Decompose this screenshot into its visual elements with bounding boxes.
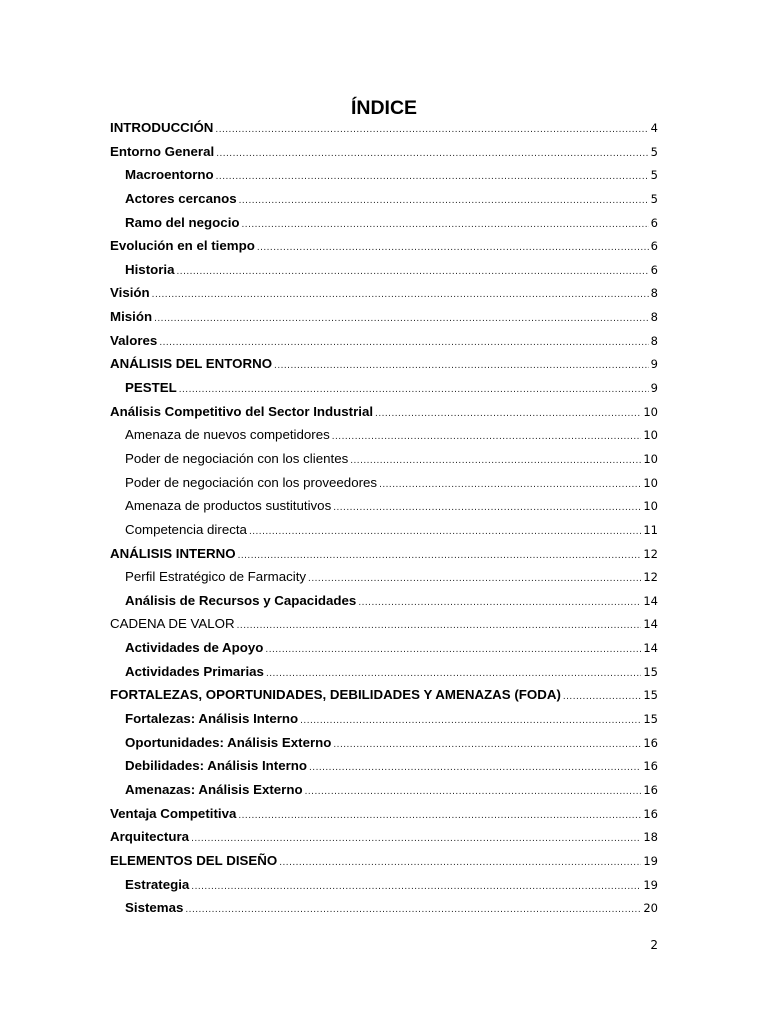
toc-entry-label: Actores cercanos bbox=[125, 190, 237, 206]
toc-entry-page: 19 bbox=[643, 877, 658, 892]
toc-entry[interactable] bbox=[110, 806, 658, 830]
toc-entry-page: 16 bbox=[643, 759, 658, 774]
toc-entry-label: Evolución en el tiempo bbox=[110, 238, 255, 254]
toc-entry-page: 8 bbox=[650, 310, 658, 325]
toc-entry[interactable] bbox=[110, 309, 658, 333]
page-title: ÍNDICE bbox=[350, 97, 418, 119]
toc-entry[interactable] bbox=[110, 593, 658, 617]
toc-entry-label: FORTALEZAS, OPORTUNIDADES, DEBILIDADES Y AMENAZAS (FODA) bbox=[110, 687, 561, 703]
dot-leader bbox=[185, 904, 641, 915]
toc-entry-page: 8 bbox=[650, 286, 658, 301]
dot-leader bbox=[257, 242, 649, 253]
toc-entry[interactable] bbox=[110, 498, 658, 522]
toc-entry[interactable] bbox=[110, 664, 658, 688]
toc-entry-label: Fortalezas: Análisis Interno bbox=[125, 711, 299, 727]
toc-entry-page: 10 bbox=[643, 428, 658, 443]
toc-entry-label: ELEMENTOS DEL DISEÑO bbox=[110, 852, 278, 868]
dot-leader bbox=[308, 573, 641, 584]
toc-entry-page: 11 bbox=[643, 522, 658, 537]
toc-entry-page: 12 bbox=[643, 570, 658, 585]
toc-entry[interactable] bbox=[110, 522, 658, 546]
toc-entry-label: Valores bbox=[110, 332, 158, 348]
toc-entry-page: 5 bbox=[650, 168, 658, 183]
toc-entry[interactable] bbox=[110, 191, 658, 215]
toc-entry[interactable] bbox=[110, 758, 658, 782]
toc-entry-page: 9 bbox=[650, 357, 658, 372]
toc-entry[interactable] bbox=[110, 616, 658, 640]
dot-leader bbox=[152, 289, 649, 300]
toc-entry[interactable] bbox=[110, 711, 658, 735]
toc-entry-label: CADENA DE VALOR bbox=[110, 616, 235, 632]
toc-entry[interactable] bbox=[110, 380, 658, 404]
dot-leader bbox=[266, 668, 641, 679]
toc-entry-page: 15 bbox=[643, 712, 658, 727]
dot-leader bbox=[191, 881, 641, 892]
toc-entry[interactable] bbox=[110, 546, 658, 570]
toc-entry-page: 19 bbox=[643, 853, 658, 868]
dot-leader bbox=[215, 124, 648, 135]
toc-entry-page: 16 bbox=[643, 735, 658, 750]
toc-entry-label: Arquitectura bbox=[110, 829, 190, 845]
toc-entry-label: INTRODUCCIÓN bbox=[110, 120, 214, 135]
toc-entry-label: Visión bbox=[110, 285, 150, 301]
dot-leader bbox=[237, 620, 642, 631]
toc-entry[interactable] bbox=[110, 404, 658, 428]
toc-entry-label: ANÁLISIS DEL ENTORNO bbox=[110, 356, 273, 372]
dot-leader bbox=[379, 479, 641, 490]
toc-entry-label: Macroentorno bbox=[125, 167, 214, 183]
dot-leader bbox=[563, 691, 641, 702]
toc-entry-page: 6 bbox=[650, 215, 658, 230]
toc-entry-page: 5 bbox=[650, 191, 658, 206]
toc-entry-page: 20 bbox=[643, 901, 658, 916]
toc-entry-page: 15 bbox=[643, 688, 658, 703]
toc-entry-page: 15 bbox=[643, 664, 658, 679]
toc-entry[interactable] bbox=[110, 427, 658, 451]
toc-entry[interactable] bbox=[110, 215, 658, 239]
toc-entry-page: 10 bbox=[643, 499, 658, 514]
toc-entry[interactable] bbox=[110, 735, 658, 759]
dot-leader bbox=[191, 833, 641, 844]
dot-leader bbox=[216, 148, 648, 159]
toc-entry-label: Debilidades: Análisis Interno bbox=[125, 758, 308, 774]
toc-entry-label: ANÁLISIS INTERNO bbox=[110, 545, 236, 561]
toc-entry-page: 18 bbox=[643, 830, 658, 845]
toc-entry-label: Amenaza de nuevos competidores bbox=[125, 427, 330, 443]
toc-entry-page: 5 bbox=[650, 144, 658, 159]
toc-entry-page: 6 bbox=[650, 262, 658, 277]
toc-entry-label: Competencia directa bbox=[125, 521, 247, 537]
dot-leader bbox=[238, 810, 641, 821]
toc-entry-page: 10 bbox=[643, 451, 658, 466]
toc-entry[interactable] bbox=[110, 782, 658, 806]
dot-leader bbox=[249, 526, 641, 537]
dot-leader bbox=[239, 195, 649, 206]
table-of-contents bbox=[110, 120, 658, 924]
dot-leader bbox=[350, 455, 641, 466]
dot-leader bbox=[305, 786, 642, 797]
dot-leader bbox=[159, 337, 648, 348]
dot-leader bbox=[309, 762, 641, 773]
toc-entry[interactable] bbox=[110, 475, 658, 499]
dot-leader bbox=[216, 171, 649, 182]
toc-entry-page: 16 bbox=[643, 806, 658, 821]
toc-entry[interactable] bbox=[110, 285, 658, 309]
toc-entry[interactable] bbox=[110, 262, 658, 286]
toc-entry[interactable] bbox=[110, 853, 658, 877]
dot-leader bbox=[179, 384, 649, 395]
toc-entry-page: 9 bbox=[650, 381, 658, 396]
toc-entry[interactable] bbox=[110, 900, 658, 924]
toc-entry[interactable] bbox=[110, 167, 658, 191]
dot-leader bbox=[333, 739, 641, 750]
dot-leader bbox=[333, 502, 641, 513]
dot-leader bbox=[154, 313, 649, 324]
toc-entry-page: 12 bbox=[643, 546, 658, 561]
toc-entry-label: Perfil Estratégico de Farmacity bbox=[125, 569, 307, 585]
toc-entry-label: Poder de negociación con los proveedores bbox=[125, 474, 378, 490]
toc-entry-page: 10 bbox=[643, 404, 658, 419]
toc-entry-page: 10 bbox=[643, 475, 658, 490]
toc-entry[interactable] bbox=[110, 356, 658, 380]
toc-entry[interactable] bbox=[110, 451, 658, 475]
toc-entry-page: 14 bbox=[643, 593, 658, 608]
dot-leader bbox=[177, 266, 649, 277]
toc-entry-label: Actividades de Apoyo bbox=[125, 640, 264, 656]
toc-entry[interactable] bbox=[110, 238, 658, 262]
toc-entry-page: 4 bbox=[650, 121, 658, 135]
toc-entry[interactable] bbox=[110, 569, 658, 593]
dot-leader bbox=[358, 597, 641, 608]
toc-entry-page: 16 bbox=[643, 782, 658, 797]
dot-leader bbox=[242, 219, 649, 230]
toc-entry-label: Entorno General bbox=[110, 143, 215, 159]
toc-entry[interactable] bbox=[110, 120, 658, 144]
page-number: 2 bbox=[650, 938, 658, 952]
toc-entry[interactable] bbox=[110, 687, 658, 711]
toc-entry-page: 6 bbox=[650, 239, 658, 254]
toc-entry-page: 14 bbox=[643, 617, 658, 632]
dot-leader bbox=[279, 857, 641, 868]
toc-entry-label: Amenaza de productos sustitutivos bbox=[125, 498, 332, 514]
toc-entry[interactable] bbox=[110, 640, 658, 664]
toc-entry-label: PESTEL bbox=[125, 380, 177, 396]
dot-leader bbox=[238, 550, 642, 561]
toc-entry-label: Análisis de Recursos y Capacidades bbox=[125, 592, 357, 608]
toc-entry-label: Oportunidades: Análisis Externo bbox=[125, 734, 332, 750]
toc-entry-label: Análisis Competitivo del Sector Industrial bbox=[110, 403, 374, 419]
toc-entry-label: Sistemas bbox=[125, 900, 184, 916]
toc-entry-label: Estrategia bbox=[125, 876, 190, 892]
toc-entry-label: Actividades Primarias bbox=[125, 663, 264, 679]
toc-entry[interactable] bbox=[110, 877, 658, 901]
toc-entry[interactable] bbox=[110, 144, 658, 168]
dot-leader bbox=[265, 644, 641, 655]
toc-entry[interactable] bbox=[110, 333, 658, 357]
toc-entry-page: 14 bbox=[643, 641, 658, 656]
toc-entry-label: Poder de negociación con los clientes bbox=[125, 450, 349, 466]
dot-leader bbox=[300, 715, 641, 726]
toc-entry-label: Misión bbox=[110, 309, 153, 325]
toc-entry-page: 8 bbox=[650, 333, 658, 348]
dot-leader bbox=[332, 431, 642, 442]
dot-leader bbox=[274, 360, 649, 371]
toc-entry-label: Ventaja Competitiva bbox=[110, 805, 237, 821]
toc-entry[interactable] bbox=[110, 829, 658, 853]
toc-entry-label: Historia bbox=[125, 261, 175, 277]
toc-entry-label: Amenazas: Análisis Externo bbox=[125, 781, 303, 797]
toc-entry-label: Ramo del negocio bbox=[125, 214, 240, 230]
dot-leader bbox=[375, 408, 641, 419]
